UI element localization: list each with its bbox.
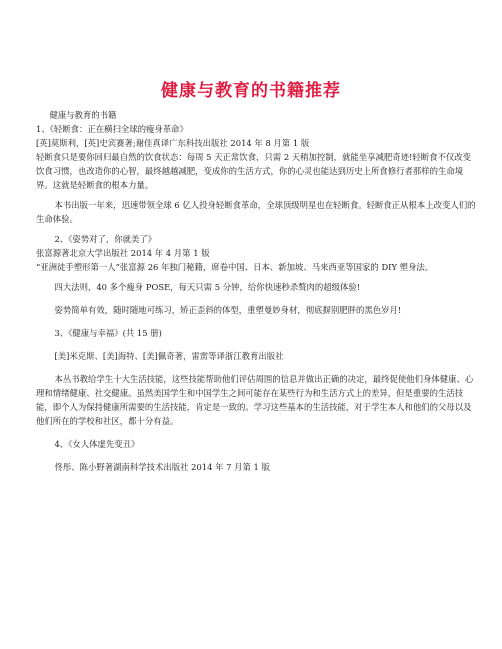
book-2-publication: 张富源著北京大学出版社 2014 年 4 月第 1 版 (36, 248, 210, 258)
book-1-description: 轻断食只是要你回归最自然的饮食状态：每周 5 天正常饮食，只需 2 天稍加控制，就能坐享减肥奇迹!轻断食不仅改变饮食习惯，也改造你的心智，最终越越减肥，变成你的生活方式，你的心灵也能达到历史上所食修行者那样的生命境界。这就是轻断食的根本力量。 (36, 152, 472, 190)
book-3-publication: [美]米克斯、[美]海特、[美]佩奇著，雷雳等译浙江教育出版社 (54, 351, 284, 361)
subtitle: 健康与教育的书籍 (49, 110, 117, 120)
book-3-heading: 3、《健康与幸福》(共 15 册) (54, 328, 162, 338)
page-title: 健康与教育的书籍推荐 (161, 81, 341, 101)
book-2-benefits: 姿势简单有效，随时随地可练习，矫正歪斜的体型，重塑曼妙身材，彻底摒别肥胖的黑色岁月! (54, 305, 402, 315)
book-3-description: 本丛书教给学生十大生活技能，这些技能帮助他们评估周围的信息并做出正确的决定，最终促使他们身体健康、心理和情绪健康、社交健康。虽然美国学生和中国学生之间可能存在某些行为和生活方式上的差异，但是重要的生活技能，即个人为保持健康所需要的生活技能，肯定是一致的。学习这些基本的生活技能，对于学生本人和他们的父母以及他们所在的学校和社区，都十分有益。 (36, 374, 474, 426)
book-2-description: “亚洲徒手塑形第一人”张富源 26 年独门秘籍，席卷中国、日本、新加坡、马来西亚等国家的 DIY 塑身法。 (36, 262, 434, 272)
book-1-heading: 1、《轻断食：正在横扫全球的瘦身革命》 (36, 124, 188, 134)
book-1-publication: [英]莫斯利，[英]史宾赛著;谢佳真译广东科技出版社 2014 年 8 月第 1 版 (36, 138, 310, 148)
book-2-heading: 2、《姿势对了，你就美了》 (54, 234, 157, 244)
book-4-heading: 4、《女人体虚先变丑》 (54, 439, 140, 449)
book-2-rules: 四大法则，40 多个瘦身 POSE，每天只需 5 分钟，给你快速秒杀赘肉的超级体验! (54, 282, 361, 292)
book-1-note: 本书出版一年来，迅速带领全球 6 亿人投身轻断食革命，全球顶级明星也在轻断食。轻断食正从根本上改变人们的生命体验。 (36, 200, 476, 224)
book-4-publication: 佟彤、陈小野著湖南科学技术出版社 2014 年 7 月第 1 版 (54, 462, 270, 472)
document-body (36, 108, 478, 474)
